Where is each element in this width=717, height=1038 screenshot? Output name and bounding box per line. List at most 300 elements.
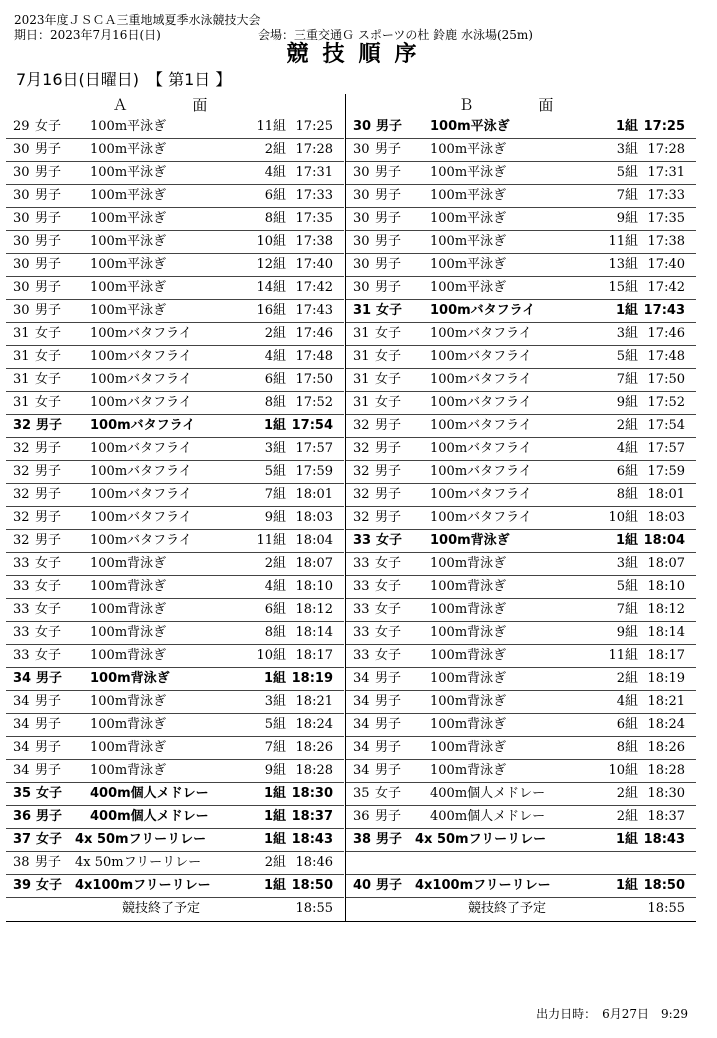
table-header-row — [6, 94, 696, 116]
heat-number: 2組 — [264, 142, 286, 157]
heat-number: 16組 — [256, 303, 286, 318]
event-cell-a — [6, 116, 344, 139]
end-row — [6, 898, 696, 921]
table-row — [6, 852, 696, 875]
start-time: 18:26 — [647, 740, 685, 755]
heat-number: 5組 — [264, 464, 286, 479]
event-gender: 男子 — [35, 763, 62, 778]
heat-number: 3組 — [616, 556, 638, 571]
start-time: 18:46 — [295, 855, 333, 870]
table-row — [6, 576, 696, 599]
event-gender: 男子 — [375, 257, 402, 272]
start-time: 17:42 — [295, 280, 333, 295]
heat-number: 10組 — [256, 648, 286, 663]
meet-date: 期日：2023年7月16日(日) — [14, 28, 161, 42]
event-name: 100mバタフライ — [90, 464, 192, 479]
table-row — [6, 185, 696, 208]
heat-number: 6組 — [264, 188, 286, 203]
event-cell-a — [6, 300, 344, 323]
event-cell-b — [346, 438, 696, 461]
table-row — [6, 438, 696, 461]
event-gender: 男子 — [35, 441, 62, 456]
event-number: 34 — [353, 763, 370, 778]
heat-number: 4組 — [616, 694, 638, 709]
start-time: 18:04 — [643, 533, 685, 548]
event-cell-b — [346, 806, 696, 829]
event-cell-a — [6, 323, 344, 346]
event-gender: 女子 — [375, 648, 402, 663]
end-cell-b — [346, 898, 696, 920]
start-time: 17:25 — [295, 119, 333, 134]
event-gender: 女子 — [375, 372, 402, 387]
event-gender: 女子 — [35, 648, 62, 663]
event-number: 39 — [13, 878, 32, 893]
heat-number: 14組 — [256, 280, 286, 295]
event-gender: 女子 — [375, 395, 402, 410]
event-number: 32 — [353, 418, 370, 433]
start-time: 18:30 — [291, 786, 333, 801]
event-name: 4x100mフリーリレー — [75, 878, 211, 893]
event-name: 100m平泳ぎ — [90, 303, 167, 318]
start-time: 18:37 — [291, 809, 333, 824]
event-number: 34 — [353, 671, 370, 686]
start-time: 17:54 — [291, 418, 333, 433]
event-cell-a — [6, 599, 344, 622]
event-cell-b — [346, 829, 696, 852]
page-title: 競技順序 — [286, 41, 431, 67]
event-number: 30 — [353, 280, 370, 295]
event-number: 30 — [13, 142, 30, 157]
start-time: 17:31 — [295, 165, 333, 180]
event-gender: 女子 — [375, 786, 402, 801]
event-gender: 男子 — [35, 694, 62, 709]
heat-number: 5組 — [616, 349, 638, 364]
event-number: 30 — [353, 119, 372, 134]
end-time: 18:55 — [647, 901, 685, 916]
event-gender: 男子 — [35, 280, 62, 295]
event-name: 100m背泳ぎ — [430, 763, 507, 778]
event-cell-a — [6, 415, 344, 438]
event-number: 32 — [353, 510, 370, 525]
table-row — [6, 484, 696, 507]
event-gender: 男子 — [375, 441, 402, 456]
heat-number: 1組 — [263, 832, 286, 847]
start-time: 18:43 — [291, 832, 333, 847]
start-time: 18:01 — [647, 487, 685, 502]
event-number: 35 — [13, 786, 32, 801]
event-number: 34 — [13, 740, 30, 755]
event-cell-b — [346, 875, 696, 898]
heat-number: 6組 — [264, 602, 286, 617]
event-number: 32 — [353, 487, 370, 502]
start-time: 17:57 — [295, 441, 333, 456]
event-cell-b — [346, 300, 696, 323]
event-number: 30 — [13, 303, 30, 318]
event-gender: 女子 — [375, 326, 402, 341]
event-cell-b — [346, 392, 696, 415]
start-time: 17:40 — [647, 257, 685, 272]
event-gender: 男子 — [375, 188, 402, 203]
event-name: 100mバタフライ — [430, 441, 532, 456]
event-name: 100mバタフライ — [430, 372, 532, 387]
event-cell-b — [346, 645, 696, 668]
event-name: 100mバタフライ — [90, 372, 192, 387]
start-time: 17:40 — [295, 257, 333, 272]
event-number: 32 — [13, 464, 30, 479]
start-time: 18:07 — [647, 556, 685, 571]
event-name: 100m背泳ぎ — [430, 556, 507, 571]
event-gender: 男子 — [35, 303, 62, 318]
start-time: 18:19 — [647, 671, 685, 686]
event-name: 100m平泳ぎ — [430, 142, 507, 157]
event-number: 32 — [13, 441, 30, 456]
event-gender: 男子 — [375, 418, 402, 433]
table-row — [6, 300, 696, 323]
event-number: 30 — [13, 211, 30, 226]
start-time: 18:24 — [647, 717, 685, 732]
event-name: 100mバタフライ — [90, 487, 192, 502]
start-time: 18:30 — [647, 786, 685, 801]
event-gender: 男子 — [375, 510, 402, 525]
start-time: 17:38 — [647, 234, 685, 249]
event-name: 100m背泳ぎ — [430, 694, 507, 709]
event-number: 36 — [353, 809, 370, 824]
event-gender: 男子 — [376, 119, 403, 134]
event-cell-a — [6, 645, 344, 668]
event-gender: 男子 — [36, 418, 63, 433]
event-gender: 女子 — [35, 372, 62, 387]
event-name: 100m背泳ぎ — [430, 740, 507, 755]
event-gender: 女子 — [35, 556, 62, 571]
start-time: 18:10 — [647, 579, 685, 594]
event-cell-a — [6, 277, 344, 300]
event-number: 31 — [353, 372, 370, 387]
meet-venue: 会場：三重交通Ｇ スポーツの杜 鈴鹿 水泳場(25m) — [258, 28, 533, 42]
event-number: 31 — [353, 349, 370, 364]
heat-number: 5組 — [264, 717, 286, 732]
event-number: 32 — [13, 487, 30, 502]
heat-number: 8組 — [616, 740, 638, 755]
event-cell-b — [346, 185, 696, 208]
table-row — [6, 806, 696, 829]
event-name: 100m背泳ぎ — [90, 671, 170, 686]
event-gender: 男子 — [35, 234, 62, 249]
event-name: 100m背泳ぎ — [90, 556, 167, 571]
heat-number: 1組 — [615, 303, 638, 318]
table-row — [6, 254, 696, 277]
event-name: 100mバタフライ — [430, 464, 532, 479]
start-time: 17:48 — [295, 349, 333, 364]
end-time: 18:55 — [295, 901, 333, 916]
event-number: 34 — [353, 740, 370, 755]
event-gender: 男子 — [375, 142, 402, 157]
event-name: 100mバタフライ — [90, 349, 192, 364]
event-name: 100m平泳ぎ — [90, 188, 167, 203]
event-cell-b — [346, 622, 696, 645]
event-cell-b — [346, 277, 696, 300]
table-row — [6, 139, 696, 162]
event-gender: 女子 — [376, 533, 403, 548]
start-time: 18:50 — [643, 878, 685, 893]
event-name: 100mバタフライ — [90, 533, 192, 548]
event-cell-b — [346, 530, 696, 553]
start-time: 18:12 — [647, 602, 685, 617]
event-gender: 女子 — [375, 579, 402, 594]
start-time: 17:31 — [647, 165, 685, 180]
table-row — [6, 323, 696, 346]
event-name: 100m背泳ぎ — [90, 763, 167, 778]
event-cell-b — [346, 484, 696, 507]
start-time: 18:03 — [647, 510, 685, 525]
heat-number: 3組 — [616, 142, 638, 157]
event-name: 100m背泳ぎ — [430, 648, 507, 663]
event-number: 30 — [353, 188, 370, 203]
event-cell-a — [6, 185, 344, 208]
event-cell-a — [6, 576, 344, 599]
table-row — [6, 599, 696, 622]
event-gender: 男子 — [35, 487, 62, 502]
event-cell-b — [346, 668, 696, 691]
start-time: 18:03 — [295, 510, 333, 525]
heat-number: 15組 — [608, 280, 638, 295]
start-time: 18:17 — [647, 648, 685, 663]
event-number: 33 — [13, 602, 30, 617]
event-cell-b — [346, 553, 696, 576]
event-number: 32 — [353, 464, 370, 479]
event-cell-b — [346, 369, 696, 392]
event-cell-a — [6, 507, 344, 530]
start-time: 17:42 — [647, 280, 685, 295]
event-number: 33 — [353, 625, 370, 640]
event-number: 31 — [13, 326, 30, 341]
event-name: 100m背泳ぎ — [90, 625, 167, 640]
table-row — [6, 392, 696, 415]
table-row — [6, 530, 696, 553]
start-time: 18:28 — [647, 763, 685, 778]
event-cell-b — [346, 760, 696, 783]
start-time: 18:21 — [295, 694, 333, 709]
event-gender: 男子 — [375, 234, 402, 249]
start-time: 18:26 — [295, 740, 333, 755]
start-time: 17:59 — [295, 464, 333, 479]
event-gender: 男子 — [35, 257, 62, 272]
event-number: 30 — [353, 234, 370, 249]
event-cell-a — [6, 162, 344, 185]
event-number: 33 — [353, 579, 370, 594]
event-cell-a — [6, 875, 344, 898]
heat-number: 1組 — [263, 418, 286, 433]
print-timestamp: 出力日時： 6月27日 9:29 — [536, 1007, 688, 1021]
heat-number: 3組 — [264, 441, 286, 456]
event-gender: 女子 — [375, 556, 402, 571]
event-name: 100m背泳ぎ — [430, 533, 510, 548]
event-name: 100m平泳ぎ — [430, 188, 507, 203]
event-cell-b — [346, 461, 696, 484]
start-time: 18:14 — [647, 625, 685, 640]
start-time: 17:59 — [647, 464, 685, 479]
event-number: 34 — [13, 694, 30, 709]
event-number: 40 — [353, 878, 372, 893]
heat-number: 11組 — [256, 533, 286, 548]
heat-number: 11組 — [608, 648, 638, 663]
event-gender: 男子 — [35, 188, 62, 203]
heat-number: 9組 — [264, 763, 286, 778]
event-gender: 男子 — [36, 671, 63, 686]
event-cell-b — [346, 507, 696, 530]
heat-number: 7組 — [616, 602, 638, 617]
event-name: 400m個人メドレー — [430, 809, 546, 824]
table-row — [6, 346, 696, 369]
table-row — [6, 691, 696, 714]
event-name: 4x 50mフリーリレー — [415, 832, 547, 847]
schedule-rows — [6, 116, 696, 898]
start-time: 17:33 — [647, 188, 685, 203]
event-name: 400m個人メドレー — [430, 786, 546, 801]
event-gender: 男子 — [375, 487, 402, 502]
column-b-header: Ｂ 面 — [458, 96, 584, 114]
schedule-table — [6, 94, 696, 922]
event-name: 400m個人メドレー — [90, 786, 209, 801]
table-row — [6, 415, 696, 438]
event-name: 100mバタフライ — [90, 510, 192, 525]
start-time: 17:50 — [295, 372, 333, 387]
start-time: 18:28 — [295, 763, 333, 778]
heat-number: 2組 — [264, 326, 286, 341]
heat-number: 4組 — [264, 349, 286, 364]
heat-number: 6組 — [264, 372, 286, 387]
event-name: 100m平泳ぎ — [430, 119, 510, 134]
table-row — [6, 829, 696, 852]
event-gender: 女子 — [35, 349, 62, 364]
event-name: 4x 50mフリーリレー — [75, 832, 207, 847]
event-number: 38 — [13, 855, 30, 870]
event-number: 32 — [13, 533, 30, 548]
table-row — [6, 162, 696, 185]
event-name: 4x100mフリーリレー — [415, 878, 551, 893]
event-gender: 男子 — [375, 694, 402, 709]
start-time: 18:37 — [647, 809, 685, 824]
start-time: 17:25 — [643, 119, 685, 134]
start-time: 17:52 — [295, 395, 333, 410]
event-name: 100mバタフライ — [430, 487, 532, 502]
table-row — [6, 461, 696, 484]
start-time: 18:12 — [295, 602, 333, 617]
start-time: 17:43 — [643, 303, 685, 318]
event-gender: 男子 — [375, 763, 402, 778]
event-cell-a — [6, 852, 344, 875]
event-number: 30 — [13, 257, 30, 272]
start-time: 18:14 — [295, 625, 333, 640]
event-cell-a — [6, 783, 344, 806]
event-name: 100m平泳ぎ — [430, 165, 507, 180]
start-time: 18:01 — [295, 487, 333, 502]
heat-number: 8組 — [264, 211, 286, 226]
start-time: 18:07 — [295, 556, 333, 571]
heat-number: 9組 — [616, 625, 638, 640]
event-cell-a — [6, 484, 344, 507]
table-row — [6, 553, 696, 576]
heat-number: 1組 — [615, 119, 638, 134]
start-time: 17:28 — [647, 142, 685, 157]
event-name: 100m背泳ぎ — [90, 694, 167, 709]
event-gender: 男子 — [35, 211, 62, 226]
event-name: 100m平泳ぎ — [90, 211, 167, 226]
event-number: 30 — [353, 165, 370, 180]
start-time: 17:46 — [647, 326, 685, 341]
heat-number: 11組 — [608, 234, 638, 249]
event-gender: 女子 — [36, 878, 63, 893]
table-row — [6, 507, 696, 530]
end-label: 競技終了予定 — [468, 901, 547, 916]
event-cell-a — [6, 392, 344, 415]
event-name: 100mバタフライ — [430, 418, 532, 433]
event-gender: 男子 — [35, 533, 62, 548]
event-gender: 男子 — [376, 832, 403, 847]
event-gender: 男子 — [35, 740, 62, 755]
event-number: 30 — [13, 280, 30, 295]
event-cell-a — [6, 208, 344, 231]
event-name: 100m平泳ぎ — [90, 280, 167, 295]
event-name: 100m背泳ぎ — [430, 671, 507, 686]
table-row — [6, 737, 696, 760]
event-cell-a — [6, 691, 344, 714]
event-name: 100m背泳ぎ — [90, 579, 167, 594]
heat-number: 7組 — [616, 372, 638, 387]
event-number: 32 — [13, 510, 30, 525]
event-number: 33 — [353, 533, 372, 548]
event-name: 100m背泳ぎ — [90, 740, 167, 755]
heat-number: 1組 — [263, 809, 286, 824]
event-number: 32 — [13, 418, 32, 433]
event-gender: 男子 — [35, 464, 62, 479]
event-cell-a — [6, 231, 344, 254]
event-name: 100mバタフライ — [90, 418, 196, 433]
event-name: 100m背泳ぎ — [90, 648, 167, 663]
event-cell-a — [6, 254, 344, 277]
heat-number: 1組 — [615, 533, 638, 548]
event-number: 31 — [353, 395, 370, 410]
start-time: 17:38 — [295, 234, 333, 249]
start-time: 17:28 — [295, 142, 333, 157]
event-cell-b — [346, 691, 696, 714]
start-time: 17:57 — [647, 441, 685, 456]
heat-number: 11組 — [256, 119, 286, 134]
table-row — [6, 645, 696, 668]
event-number: 31 — [353, 326, 370, 341]
event-name: 100mバタフライ — [430, 326, 532, 341]
start-time: 18:50 — [291, 878, 333, 893]
event-gender: 男子 — [36, 809, 63, 824]
heat-number: 2組 — [616, 809, 638, 824]
heat-number: 3組 — [616, 326, 638, 341]
event-number: 33 — [353, 556, 370, 571]
event-cell-a — [6, 829, 344, 852]
end-label: 競技終了予定 — [122, 901, 201, 916]
event-gender: 男子 — [35, 717, 62, 732]
heat-number: 4組 — [264, 165, 286, 180]
meet-name: 2023年度ＪＳＣＡ三重地域夏季水泳競技大会 — [14, 13, 261, 27]
heat-number: 10組 — [608, 763, 638, 778]
event-cell-a — [6, 530, 344, 553]
event-number: 30 — [13, 188, 30, 203]
event-cell-a — [6, 760, 344, 783]
event-name: 100m背泳ぎ — [430, 579, 507, 594]
event-gender: 女子 — [375, 625, 402, 640]
event-gender: 女子 — [35, 602, 62, 617]
event-cell-b — [346, 599, 696, 622]
heat-number: 5組 — [616, 165, 638, 180]
heat-number: 1組 — [263, 878, 286, 893]
